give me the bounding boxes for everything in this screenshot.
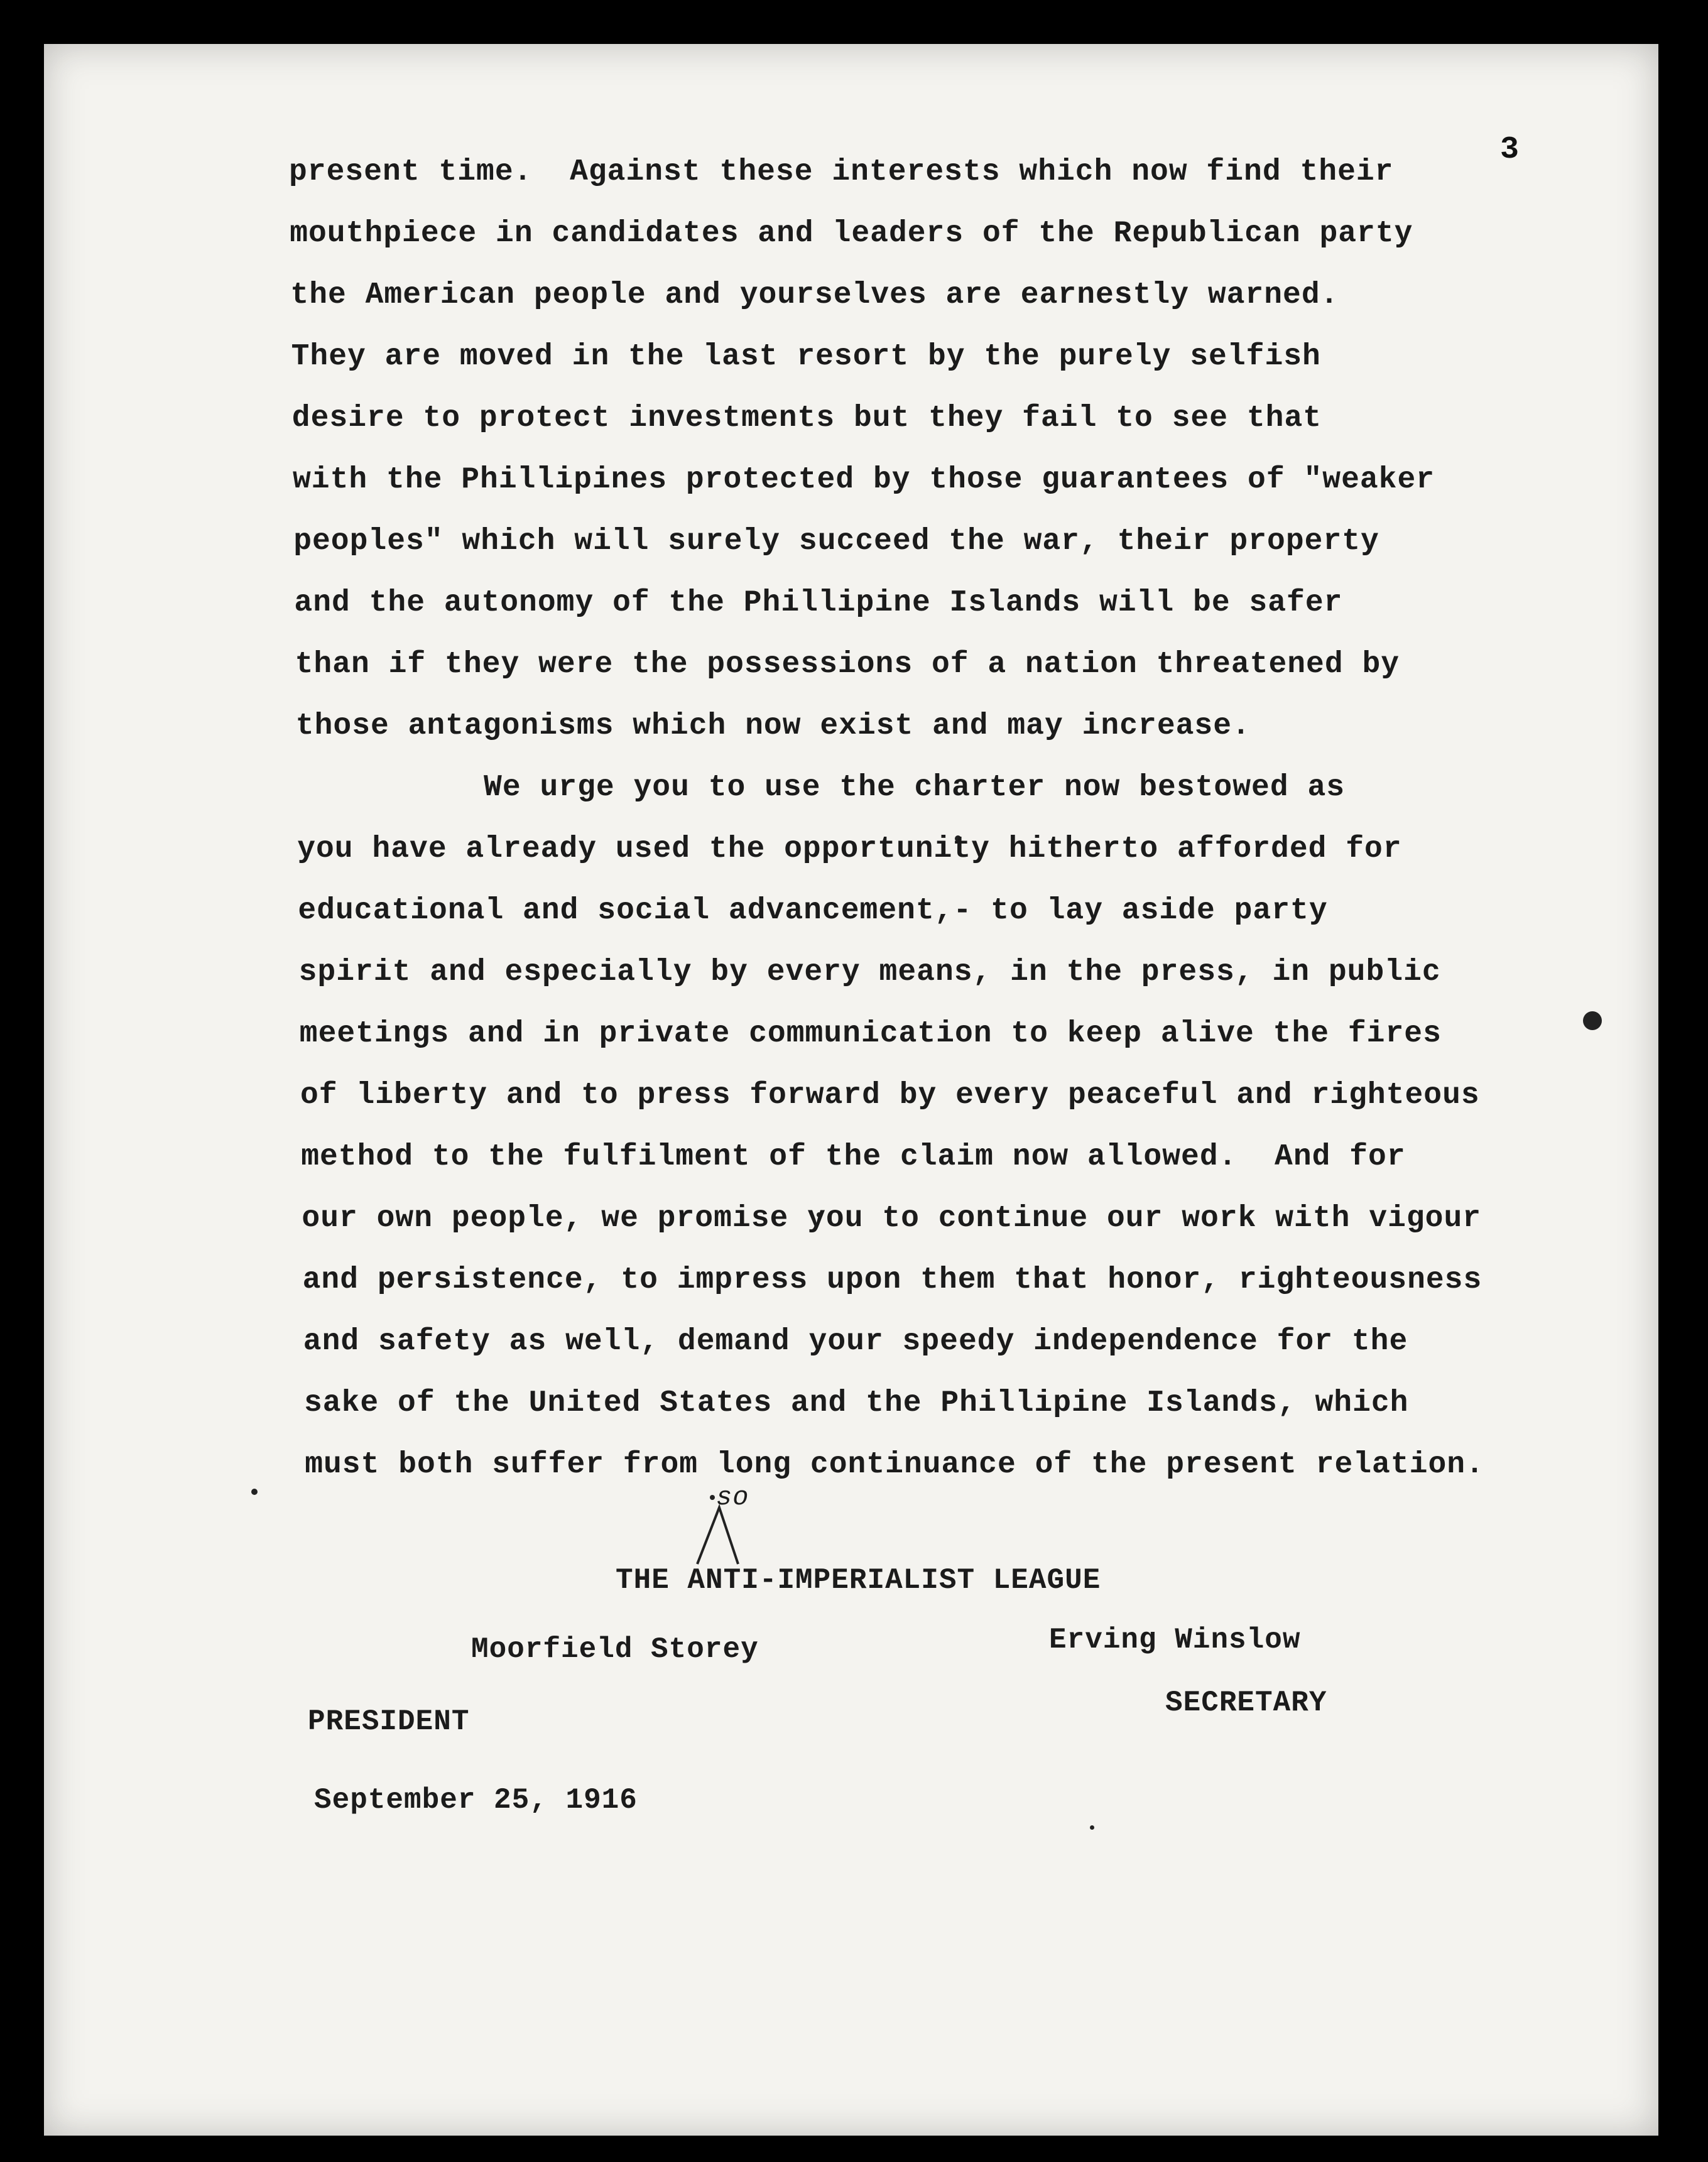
body-line: you have already used the opportunity hitherto afforded for <box>297 832 1402 866</box>
president-title: PRESIDENT <box>308 1705 470 1738</box>
secretary-name: Erving Winslow <box>1049 1624 1301 1656</box>
organization-name: THE ANTI-IMPERIALIST LEAGUE <box>616 1564 1101 1597</box>
body-line: those antagonisms which now exist and may increase. <box>295 709 1251 743</box>
body-line: meetings and in private communication to keep alive the fires <box>299 1017 1442 1051</box>
ink-speck <box>1090 1825 1094 1830</box>
body-line: and the autonomy of the Phillipine Islands will be safer <box>294 586 1343 620</box>
secretary-title: SECRETARY <box>1165 1687 1327 1719</box>
body-line: the American people and yourselves are earnestly warned. <box>290 278 1339 312</box>
body-line: peoples" which will surely succeed the war, their property <box>293 524 1379 558</box>
body-line: with the Phillipines protected by those guarantees of "weaker <box>293 463 1435 497</box>
handwritten-annotation: so <box>716 1482 749 1513</box>
typewritten-page <box>44 44 1658 2136</box>
body-line: and persistence, to impress upon them that honor, righteousness <box>302 1263 1482 1297</box>
body-line: We urge you to use the charter now bestowed as <box>296 771 1346 805</box>
body-line: sake of the United States and the Phillipine Islands, which <box>304 1386 1409 1420</box>
president-name: Moorfield Storey <box>471 1633 759 1666</box>
body-line: of liberty and to press forward by every peaceful and righteous <box>300 1078 1480 1112</box>
body-line: They are moved in the last resort by the purely selfish <box>291 340 1321 374</box>
body-line: than if they were the possessions of a nation threatened by <box>295 648 1400 682</box>
body-line: must both suffer from long continuance of the present relation. <box>305 1448 1484 1482</box>
body-line: and safety as well, demand your speedy independence for the <box>303 1325 1408 1359</box>
letter-date: September 25, 1916 <box>314 1784 638 1817</box>
ink-speck <box>1583 1011 1602 1030</box>
body-line: our own people, we promise you to continue our work with vigour <box>302 1202 1482 1236</box>
body-line: present time. Against these interests which now find their <box>289 155 1394 189</box>
body-line: method to the fulfilment of the claim now allowed. And for <box>301 1140 1406 1174</box>
page-number: 3 <box>1500 132 1520 168</box>
body-line: desire to protect investments but they fail to see that <box>291 401 1322 435</box>
body-line: mouthpiece in candidates and leaders of the Republican party <box>290 217 1413 251</box>
body-line: educational and social advancement,- to lay aside party <box>298 894 1328 928</box>
body-line: spirit and especially by every means, in the press, in public <box>298 955 1441 989</box>
ink-speck <box>251 1489 258 1495</box>
